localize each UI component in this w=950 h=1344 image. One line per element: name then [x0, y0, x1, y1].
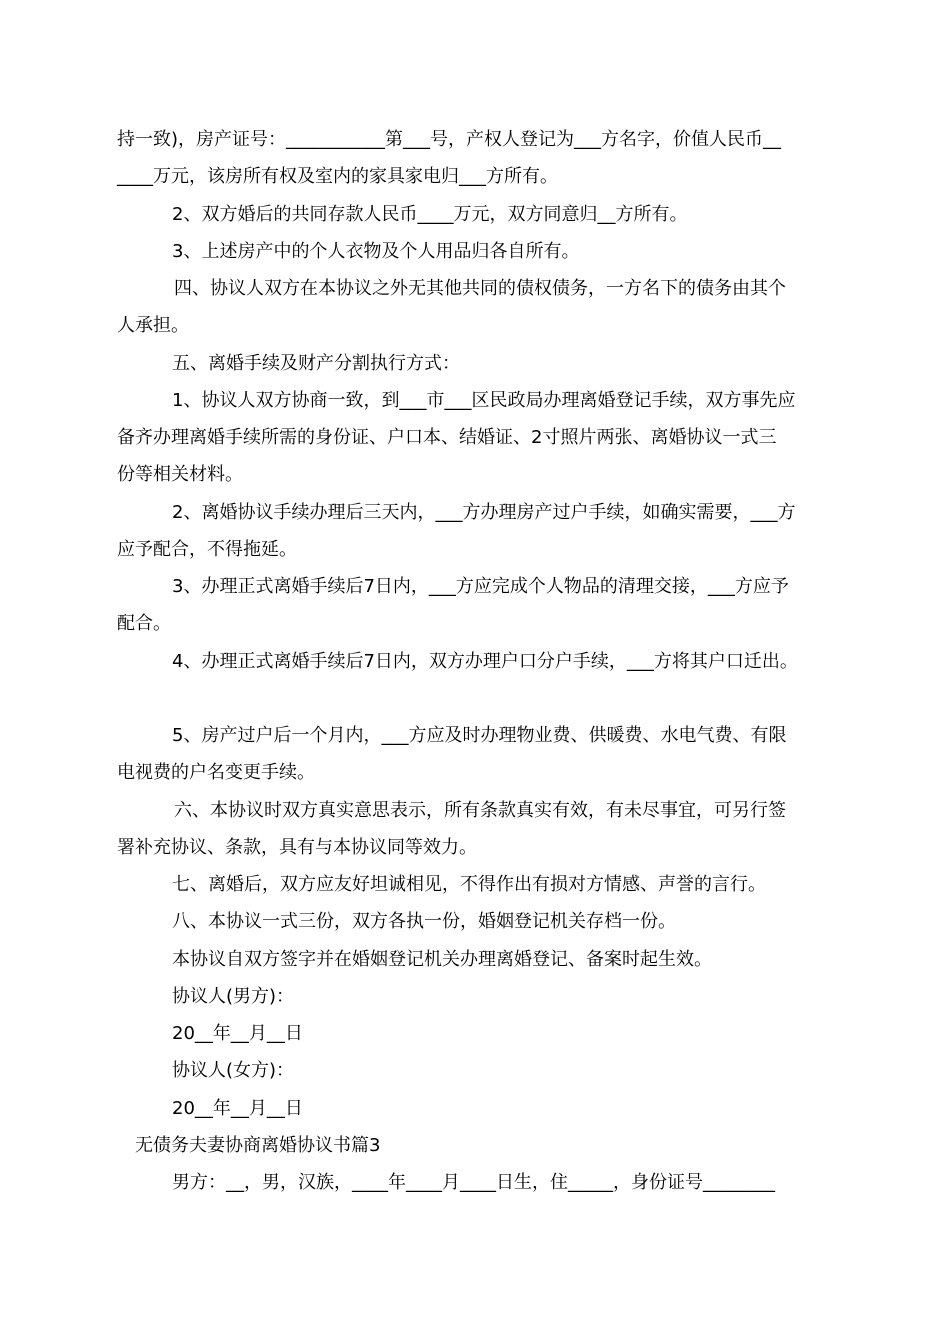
- section-heading: 六、本协议时双方真实意思表示，所有条款真实有效，有未尽事宜，可另行签: [174, 800, 786, 821]
- date-line: 20__年__月__日: [172, 1023, 303, 1044]
- text-line: 3、办理正式离婚手续后7日内，___方应完成个人物品的清理交接，___方应予: [172, 576, 789, 597]
- signature-label: 协议人(女方)：: [172, 1060, 295, 1081]
- text-line: 4、办理正式离婚手续后7日内，双方办理户口分户手续，___方将其户口迁出。: [172, 651, 798, 672]
- text-line: 份等相关材料。: [117, 464, 243, 485]
- text-line: 配合。: [117, 613, 171, 634]
- section-heading: 四、协议人双方在本协议之外无其他共同的债权债务，一方名下的债务由其个: [174, 278, 786, 299]
- signature-label: 协议人(男方)：: [172, 986, 295, 1007]
- text-line: 2、离婚协议手续办理后三天内，___方办理房产过户手续，如确实需要，___方: [172, 502, 796, 523]
- text-line: 3、上述房产中的个人衣物及个人用品归各自所有。: [172, 241, 580, 262]
- text-line: 持一致)，房产证号：___________第___号，产权人登记为___方名字，价值人民币__: [117, 129, 782, 150]
- text-line: 备齐办理离婚手续所需的身份证、户口本、结婚证、2寸照片两张、离婚协议一式三: [117, 427, 777, 448]
- text-line: 应予配合，不得拖延。: [117, 539, 297, 560]
- text-line: 5、房产过户后一个月内，___方应及时办理物业费、供暖费、水电气费、有限: [172, 725, 787, 746]
- section-heading: 八、本协议一式三份，双方各执一份，婚姻登记机关存档一份。: [172, 911, 676, 932]
- text-line: 本协议自双方签字并在婚姻登记机关办理离婚登记、备案时起生效。: [172, 949, 712, 970]
- text-line: 男方：__，男，汉族，____年____月____日生，住_____，身份证号________: [172, 1172, 775, 1193]
- text-line: ____万元，该房所有权及室内的家具家电归___方所有。: [117, 166, 558, 187]
- section-heading: 七、离婚后，双方应友好坦诚相见，不得作出有损对方情感、声誉的言行。: [172, 874, 766, 895]
- text-line: 1、协议人双方协商一致，到___市___区民政局办理离婚登记手续，双方事先应: [172, 390, 796, 411]
- date-line: 20__年__月__日: [172, 1098, 303, 1119]
- text-line: 2、双方婚后的共同存款人民币____万元，双方同意归__方所有。: [172, 204, 688, 225]
- document-subtitle: 无债务夫妻协商离婚协议书篇3: [135, 1135, 381, 1156]
- text-line: 电视费的户名变更手续。: [117, 762, 315, 783]
- section-heading: 五、离婚手续及财产分割执行方式：: [172, 353, 460, 374]
- text-line: 署补充协议、条款，具有与本协议同等效力。: [117, 837, 477, 858]
- text-line: 人承担。: [117, 315, 189, 336]
